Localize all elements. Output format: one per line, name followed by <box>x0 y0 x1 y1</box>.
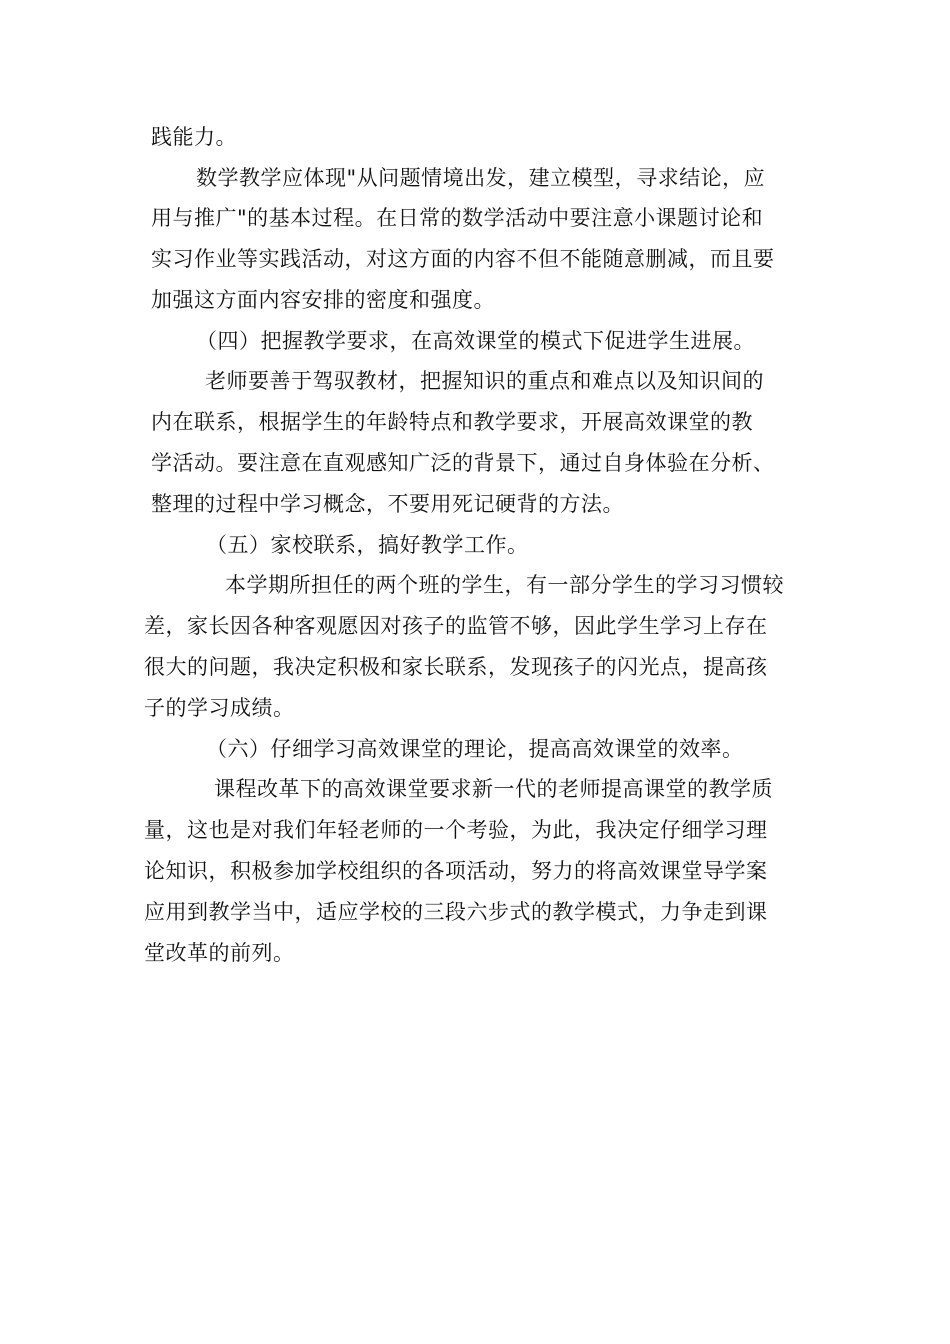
section-heading-5: （五）家校联系，搞好教学工作。 <box>206 533 529 557</box>
text-line-12: 本学期所担任的两个班的学生，有一部分学生的学习习惯较 <box>225 573 784 597</box>
section-heading-6: （六）仔细学习高效课堂的理论，提高高效课堂的效率。 <box>206 737 744 761</box>
text-line-13: 差，家长因各种客观愿因对孩子的监管不够，因此学生学习上存在 <box>144 614 768 638</box>
text-line-7: 老师要善于驾驭教材，把握知识的重点和难点以及知识间的 <box>205 369 764 393</box>
text-line-19: 论知识，积极参加学校组织的各项活动，努力的将高效课堂导学案 <box>144 859 768 883</box>
text-line-17: 课程改革下的高效课堂要求新一代的老师提高课堂的教学质 <box>214 777 773 801</box>
text-line-10: 整理的过程中学习概念，不要用死记硬背的方法。 <box>151 492 624 516</box>
text-line-5: 加强这方面内容安排的密度和强度。 <box>151 288 495 312</box>
text-line-2: 数学教学应体现"从问题情境出发，建立模型，寻求结论，应 <box>196 166 766 190</box>
text-line-4: 实习作业等实践活动，对这方面的内容不但不能随意删减，而且要 <box>151 247 775 271</box>
text-line-3: 用与推广"的基本过程。在日常的数学活动中要注意小课题讨论和 <box>151 206 764 230</box>
text-line-9: 学活动。要注意在直观感知广泛的背景下，通过自身体验在分析、 <box>151 451 775 475</box>
text-line-18: 量，这也是对我们年轻老师的一个考验，为此，我决定仔细学习理 <box>144 818 768 842</box>
text-line-15: 子的学习成绩。 <box>144 696 295 720</box>
text-line-8: 内在联系，根据学生的年龄特点和教学要求，开展高效课堂的教 <box>151 410 753 434</box>
text-line-21: 堂改革的前列。 <box>144 941 295 965</box>
text-line-14: 很大的问题，我决定积极和家长联系，发现孩子的闪光点，提高孩 <box>144 655 768 679</box>
text-line-1: 践能力。 <box>151 125 237 149</box>
section-heading-4: （四）把握教学要求，在高效课堂的模式下促进学生进展。 <box>196 329 755 353</box>
text-line-20: 应用到教学当中，适应学校的三段六步式的教学模式，力争走到课 <box>144 900 768 924</box>
